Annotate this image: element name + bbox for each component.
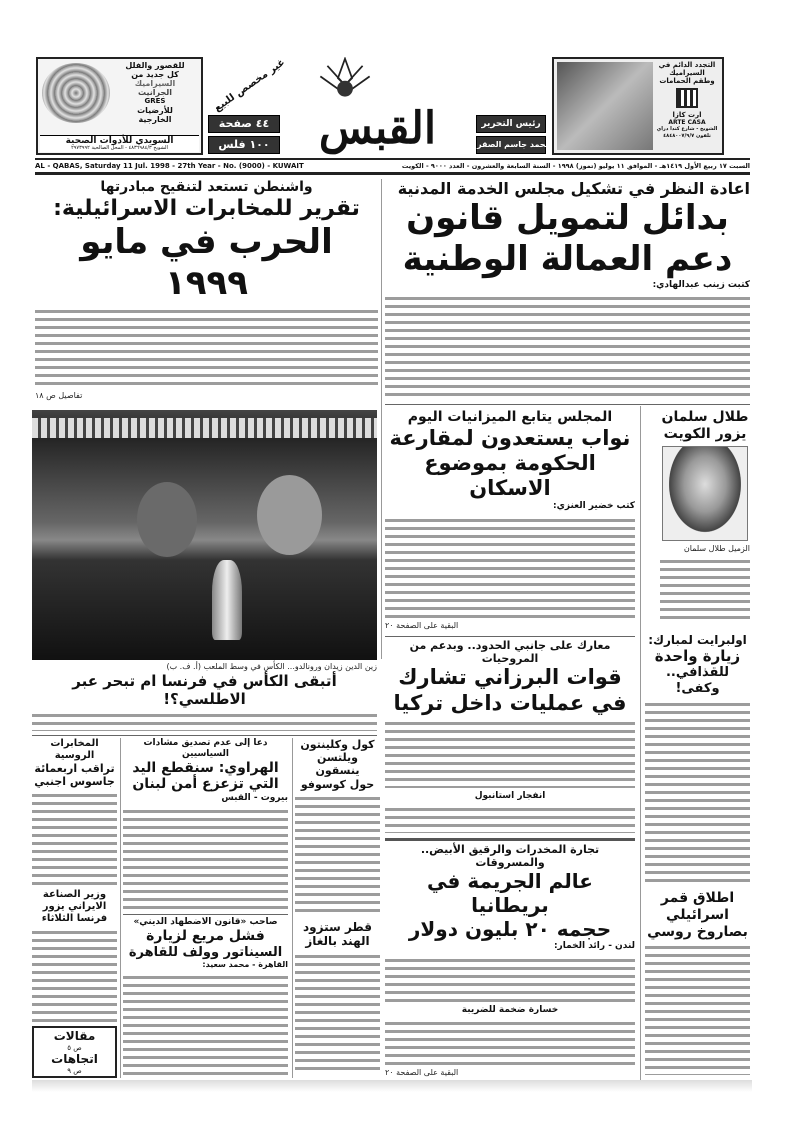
ad-line: وطقم الحمامات: [659, 77, 715, 85]
ad-line: للقصور والفلل: [125, 61, 185, 70]
russia-headline-2: تراقب اربعمائة: [34, 762, 115, 775]
ad-line: الخارجية: [138, 115, 172, 124]
worldcup-headline: أتبقى الكأس في فرنسا ام تبحر عبر الاطلسي؟!: [72, 672, 337, 708]
harawi-kicker: دعا إلى عدم تصديق مشادات السياسيين: [143, 738, 268, 759]
barzani-subhead: انفجار استانبول: [474, 791, 546, 802]
housing-kicker: المجلس يتابع الميزانيات اليوم: [407, 409, 613, 425]
not-for-sale-label: غير مخصص للبيع: [212, 57, 288, 115]
harawi-body: [123, 807, 288, 909]
ad-line: السيراميك: [134, 79, 176, 88]
crime-headline-1: عالم الجريمة في بريطانيا: [427, 869, 593, 918]
worldcup-photo: [32, 410, 377, 660]
satellite-body: [645, 943, 750, 1075]
barzani-body: [385, 719, 635, 788]
brand-ar: ارت كازا: [672, 111, 702, 119]
column-divider: [120, 738, 121, 1078]
cole-headline-3: حول كوسوفو: [300, 777, 375, 791]
columns-page-1: ص ٥: [67, 1043, 82, 1052]
ad-company: السويدي للأدوات الصحية: [65, 135, 174, 146]
housing-headline-1: نواب يستعدون لمقارعة: [389, 425, 631, 450]
divider: [123, 914, 288, 915]
columns-title-2: اتجاهات: [51, 1052, 98, 1067]
arte-casa-icon: [676, 88, 698, 108]
harawi-byline: بيروت - القبس: [221, 793, 288, 804]
editor-name: محمد جاسم الصقر: [476, 136, 546, 154]
cole-body: [295, 794, 380, 917]
iran-headline-3: فرنسا الثلاثاء: [41, 913, 108, 925]
ad-line: للأرضيات: [137, 106, 173, 115]
russia-headline-3: جاسوس اجنبي: [34, 775, 115, 789]
bathroom-photo: [557, 62, 653, 150]
labor-headline-1: بدائل لتمويل قانون: [406, 198, 729, 239]
wolf-headline-1: فشل مريع لزيارة: [146, 927, 265, 944]
labor-headline-2: دعم العمالة الوطنية: [402, 238, 733, 279]
crime-headline-2: حجمه ٢٠ بليون دولار: [408, 917, 612, 942]
russia-headline-1: المخابرات الروسية: [50, 738, 99, 761]
crime-subhead: خسارة ضخمة للضريبة: [461, 1004, 559, 1015]
talal-headline-1: طلال سلمان: [661, 409, 749, 425]
housing-more: البقية على الصفحة ٢٠: [385, 621, 459, 630]
logo-emblem: [318, 57, 372, 101]
qatar-headline-2: الهند بالغاز: [305, 934, 370, 949]
page-bottom-edge: [32, 1080, 752, 1092]
dateline-arabic: السبت ١٧ ربيع الأول ١٤١٩هـ - الموافق ١١ يوليو (تموز) ١٩٩٨ - السنة السابعة والعشرون - العدد ٩٠٠٠ - الكويت: [401, 162, 750, 170]
harawi-headline-1: الهراوي: سنقطع اليد: [132, 759, 279, 776]
crime-more: البقية على الصفحة ٢٠: [385, 1068, 459, 1077]
wolf-headline-2: السيناتور وولف للقاهرة: [128, 944, 283, 960]
crime-byline: لندن - رائد الخمار:: [553, 941, 635, 952]
brand: ARTE CASA: [668, 119, 706, 126]
talal-caption: الزميل طلال سلمان: [683, 543, 750, 553]
ad-line: الجرانيت: [138, 88, 172, 97]
columns-page-2: ص ٩: [67, 1066, 82, 1075]
talal-photo: [662, 446, 748, 541]
iran-headline-2: الايراني يزور: [42, 901, 107, 913]
divider: [385, 404, 750, 405]
crime-kicker: تجارة المخدرات والرقيق الأبيض.. والمسروقات: [420, 843, 600, 870]
albright-body: [645, 700, 750, 882]
cole-headline-2: ويلتسن ينسقون: [315, 751, 360, 778]
worldcup-body: [32, 711, 377, 731]
dateline-english: AL - QABAS, Saturday 11 Jul. 1998 - 27th Year - No. (9000) - KUWAIT: [35, 162, 304, 170]
barzani-kicker: معارك على جانبي الحدود.. وبدعم من المروحيات: [409, 639, 611, 666]
ad-phones: الشويخ ٤٨٣٦٩٨٤/٣ - المحل الصالحية ٢٩٧٣٩٩٢: [71, 145, 168, 152]
wolf-body: [123, 973, 288, 1075]
left-advertisement: [36, 57, 203, 155]
trophy-icon: [212, 560, 242, 640]
labor-kicker: اعادة النظر في تشكيل مجلس الخدمة المدنية: [397, 179, 750, 198]
newspaper-logo: القبس: [318, 103, 437, 154]
columns-box[interactable]: [32, 1026, 117, 1078]
albright-headline-3: للقذافي.. وكفى!: [665, 665, 730, 696]
divider: [32, 735, 377, 736]
ad-line: السيراميك: [669, 69, 705, 77]
barzani-headline-2: في عمليات داخل تركيا: [393, 690, 627, 715]
qatar-body: [295, 952, 380, 1075]
ad-line: التجدد الدائم في: [658, 61, 716, 69]
column-divider: [292, 738, 293, 1078]
page-count: ٤٤ صفحة: [208, 115, 280, 133]
divider: [385, 838, 635, 841]
wolf-kicker: صاحب «قانون الاضطهاد الديني»: [133, 917, 278, 928]
dateline: [35, 160, 750, 175]
israel-headline-2: الحرب في مايو ١٩٩٩: [80, 222, 333, 303]
harawi-headline-2: التي تزعزع أمن لبنان: [132, 776, 279, 793]
cole-headline-1: كول وكلينتون: [300, 738, 375, 751]
talal-headline-2: يزور الكويت: [663, 425, 747, 442]
qatar-headline-1: قطر ستزود: [303, 919, 372, 934]
housing-byline: كتب خضير العنزي:: [553, 501, 635, 512]
satellite-headline-1: اطلاق قمر: [660, 890, 735, 906]
right-advertisement: [552, 57, 724, 155]
iran-body: [32, 928, 117, 1023]
israel-headline-1: تقرير للمخابرات الاسرائيلية:: [53, 195, 360, 221]
israel-body: [35, 307, 378, 388]
labor-body: [385, 294, 750, 398]
zidane-head: [137, 482, 197, 557]
iran-headline-1: وزير الصناعة: [42, 889, 107, 901]
crime-body: [385, 956, 635, 1002]
barzani-body-2: [385, 805, 635, 833]
address: الشويخ - شارع كندا دراي: [656, 126, 718, 132]
worldcup-caption: زين الدين زيدان ورونالدو... الكأس في وسط الملعب (أ. ف. ب): [166, 662, 377, 671]
albright-headline-2: زيارة واحدة: [654, 647, 741, 666]
talal-body: [660, 557, 750, 624]
wolf-byline: القاهرة - محمد سعيد:: [202, 960, 288, 970]
divider: [385, 636, 635, 637]
satellite-headline-2: اسرائيلي: [666, 906, 729, 923]
crime-body-2: [385, 1019, 635, 1065]
israel-more: تفاصيل ص ١٨: [35, 391, 83, 400]
russia-body: [32, 791, 117, 886]
israel-kicker: واشنطن تستعد لتنقيح مبادرتها: [100, 179, 313, 195]
column-divider: [640, 406, 641, 1086]
barzani-headline-1: قوات البرزاني تشارك: [398, 665, 622, 690]
columns-title-1: مقالات: [53, 1029, 96, 1044]
ad-line: كل جديد من: [131, 70, 179, 79]
ceramic-pattern: [42, 63, 110, 123]
housing-body: [385, 516, 635, 618]
editor-label: رئيس التحرير: [476, 115, 546, 133]
housing-headline-2: الحكومة بموضوع الاسكان: [424, 450, 596, 501]
albright-headline-1: اولبرايت لمبارك:: [648, 633, 747, 647]
price: ١٠٠ فلس: [208, 136, 280, 154]
ronaldo-head: [257, 475, 322, 555]
labor-byline: كتبت زينب عبدالهادي:: [652, 279, 750, 290]
satellite-headline-3: بصاروخ روسي: [647, 923, 748, 940]
column-divider: [381, 179, 382, 659]
ad-line: GRES: [144, 97, 166, 105]
phone: تلفون ٤٨٤٨٠٠٧/٩/٧: [663, 133, 711, 139]
